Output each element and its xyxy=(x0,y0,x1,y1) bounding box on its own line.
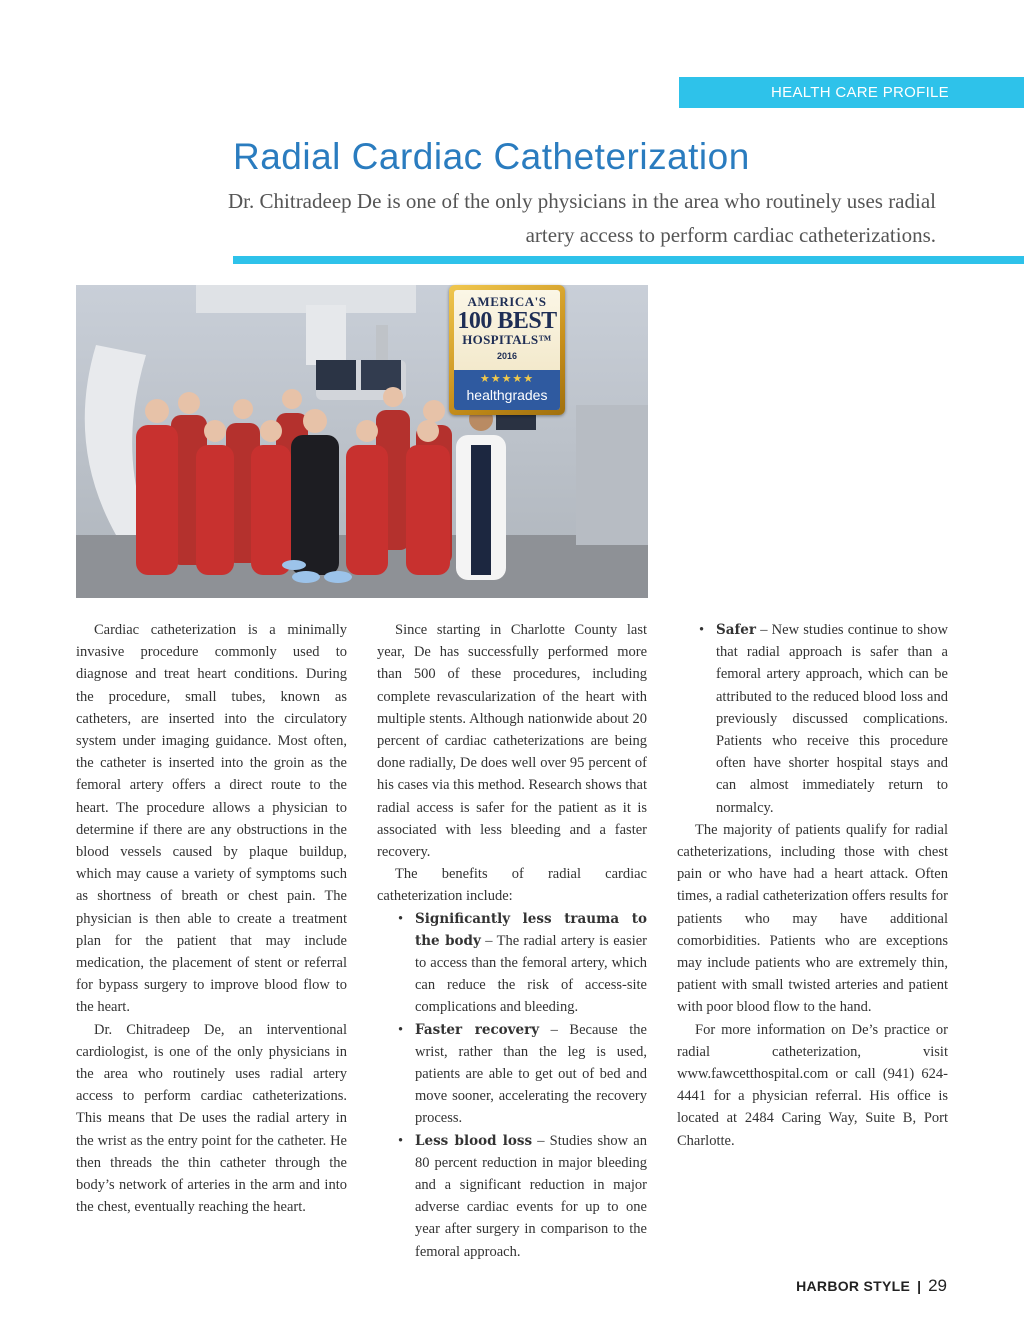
badge-line1: AMERICA'S xyxy=(467,294,547,309)
badge-brand: healthgrades xyxy=(466,387,548,403)
bullet-text: – New studies continue to show that radial approach is safer than a femoral artery approach, which can be attributed to the reduced blood loss and previously discussed complications. Patients who receive this procedure often have shorter hospital stays and can almost immediately return to normalcy. xyxy=(716,622,948,816)
title-rule xyxy=(233,256,1024,264)
bullet-term: Less blood loss xyxy=(415,1132,533,1149)
list-item xyxy=(415,908,647,1019)
list-item xyxy=(716,619,948,819)
article-title: Radial Cardiac Catheterization xyxy=(233,136,750,177)
star-icons: ★★★★★ xyxy=(479,373,535,385)
article-subtitle: Dr. Chitradeep De is one of the only physicians in the area who routinely uses radial artery access to perform cardiac catheterizations. xyxy=(228,189,936,247)
badge-year: 2016 xyxy=(496,351,518,361)
bullet-text: – Because the wrist, rather than the leg is used, patients are able to get out of bed and move sooner, accelerating the recovery process. xyxy=(415,1021,647,1127)
badge-line2: 100 BEST xyxy=(457,308,557,334)
paragraph: Since starting in Charlotte County last year, De has successfully performed more than 500 of these procedures, including complete revascularization of the heart with multiple stents. Although nationwide about 20 percent of cardiac catheterizations are being done radially, De does well over 95 percent of his cases via this method. Research shows that radial access is safer for the patient as it is associated with less bleeding and a faster recovery. xyxy=(377,622,647,861)
paragraph: Cardiac catheterization is a minimally invasive procedure commonly used to diagnose and treat heart conditions. During the procedure, small tubes, known as catheters, are inserted into the circulatory system under imaging guidance. Most often, the catheter is inserted into the groin as the femoral artery offers a direct route to the heart. The procedure allows a physician to determine if there are any obstructions in the blood vessels caused by plaque buildup, which may cause a variety of symptoms such as shortness of breath or chest pain. The physician is then able to create a treatment plan for the patient that may include medication, the placement of stent or referral for bypass surgery to improve blood flow to the heart. xyxy=(76,622,347,1016)
paragraph: Dr. Chitradeep De, an interventional cardiologist, is one of the only physicians in the area who routinely uses radial artery access to perform cardiac catheterizations. This means that De uses the radial artery in the wrist as the entry point for the catheter. He then threads the thin catheter through the body’s network of arteries in the arm and into the chest, eventually reaching the heart. xyxy=(76,1021,347,1216)
bullet-term: Faster recovery xyxy=(415,1021,540,1038)
benefits-list xyxy=(377,908,647,1263)
bullet-text: – The radial artery is easier to access than the femoral artery, which can reduce the risk of access-site complications and bleeding. xyxy=(415,932,647,1016)
column-1 xyxy=(76,619,347,1218)
list-item xyxy=(415,1019,647,1130)
benefits-list-continued xyxy=(677,619,948,819)
column-3 xyxy=(677,619,948,1152)
paragraph: For more information on De’s practice or radial catheterization, visit www.fawcetthospital.com or call (941) 624-4441 for a physician referral. His office is located at 2484 Caring Way, Suite B, Port Charlotte. xyxy=(677,1021,948,1149)
column-2 xyxy=(377,619,647,1263)
badge-line3: HOSPITALS™ xyxy=(462,332,552,347)
page-footer xyxy=(796,1276,947,1296)
section-banner: HEALTH CARE PROFILE xyxy=(679,77,1024,108)
bullet-text: – Studies show an 80 percent reduction in major bleeding and a significant reduction in major adverse cardiac events for up to one year after surgery in comparison to the femoral approach. xyxy=(415,1132,647,1260)
magazine-name: HARBOR STYLE xyxy=(796,1278,911,1294)
paragraph: The majority of patients qualify for radial catheterizations, including those with chest pain or who have had a heart attack. Often times, a radial catheterization offers results for patients who may have additional comorbidities. Patients who are exceptions may include patients who are extremely thin, patient with small twisted arteries and patient with poor blood flow to the hand. xyxy=(677,821,948,1016)
footer-separator: | xyxy=(917,1278,922,1294)
page-number: 29 xyxy=(928,1276,947,1295)
list-item xyxy=(415,1130,647,1263)
bullet-term: Safer xyxy=(716,622,757,638)
bullet-term: Significantly less trauma to the body xyxy=(415,910,647,949)
best-hospitals-badge xyxy=(449,285,565,415)
paragraph: The benefits of radial cardiac catheterization include: xyxy=(377,866,647,905)
